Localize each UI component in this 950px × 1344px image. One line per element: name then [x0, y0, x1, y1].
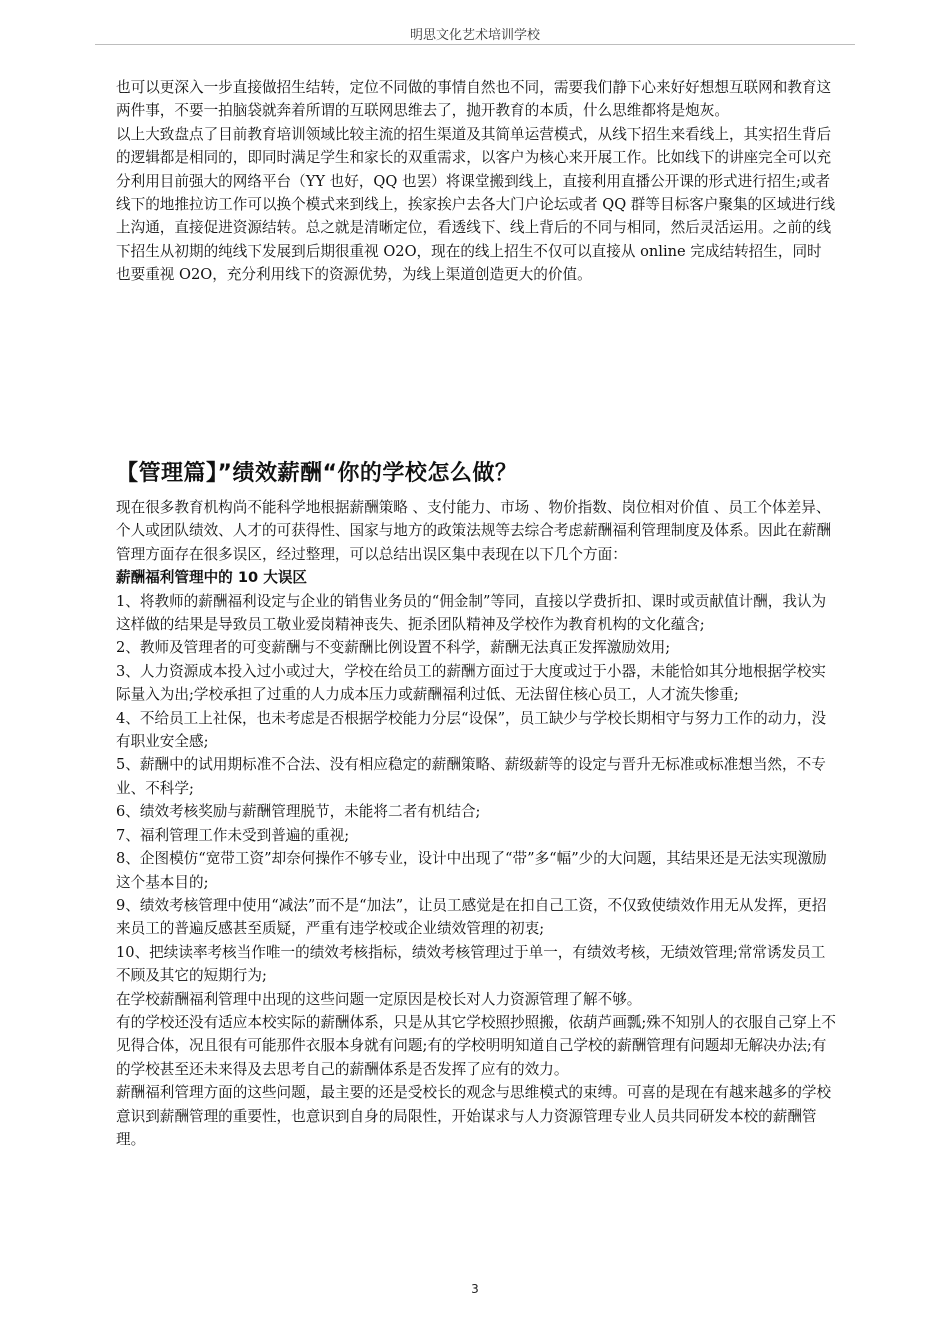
header-divider [95, 44, 855, 45]
page-header [0, 24, 950, 43]
list-item: 10、把续读率考核当作唯一的绩效考核指标，绩效考核管理过于单一，有绩效考核，无绩效管理;常常诱发员工不顾及其它的短期行为; [116, 943, 826, 985]
list-item: 4、不给员工上社保，也未考虑是否根据学校能力分层“设保”，员工缺少与学校长期相守与努力工作的动力，没有职业安全感; [116, 709, 827, 751]
intro-paragraph: 现在很多教育机构尚不能科学地根据薪酬策略 、支付能力、市场 、物价指数、岗位相对价值 、员工个体差异、个人或团队绩效、人才的可获得性、国家与地方的政策法规等去综合考虑薪酬福利管理制度及体系。因此在薪酬管理方面存在很多误区，经过整理，可以总结出误区集中表现在以下几个方面： [116, 499, 832, 563]
subheading: 薪酬福利管理中的 10 大误区 [116, 569, 308, 587]
paragraph: 也可以更深入一步直接做招生结转，定位不同做的事情自然也不同，需要我们静下心来好好想想互联网和教育这两件事，不要一拍脑袋就奔着所谓的互联网思维去了，抛开教育的本质，什么思维都将是炮灰。 [116, 79, 832, 120]
header-title: 明思文化艺术培训学校 [409, 28, 540, 43]
list-item: 6、绩效考核奖励与薪酬管理脱节，未能将二者有机结合; [116, 803, 481, 821]
closing-paragraph: 在学校薪酬福利管理中出现的这些问题一定原因是校长对人力资源管理了解不够。 [116, 990, 642, 1008]
page-number: 3 [471, 1282, 479, 1296]
list-item: 3、人力资源成本投入过小或过大，学校在给员工的薪酬方面过于大度或过于小器，未能恰如其分地根据学校实际量入为出;学校承担了过重的人力成本压力或薪酬福利过低、无法留住核心员工，人才流失惨重; [116, 662, 826, 704]
list-item: 9、绩效考核管理中使用“减法”而不是“加法”，让员工感觉是在扣自己工资，不仅致使绩效作用无从发挥，更招来员工的普遍反感甚至质疑，严重有违学校或企业绩效管理的初衷; [116, 896, 827, 938]
list-item: 2、教师及管理者的可变薪酬与不变薪酬比例设置不科学，薪酬无法真正发挥激励效用; [116, 639, 671, 657]
section-management [116, 496, 836, 1151]
list-item: 1、将教师的薪酬福利设定与企业的销售业务员的“佣金制”等同，直接以学费折扣、课时或贡献值计酬，我认为这样做的结果是导致员工敬业爱岗精神丧失、扼杀团队精神及学校作为教育机构的文化蕴含; [116, 592, 827, 634]
closing-paragraph: 薪酬福利管理方面的这些问题，最主要的还是受校长的观念与思维模式的束缚。可喜的是现在有越来越多的学校意识到薪酬管理的重要性，也意识到自身的局限性，开始谋求与人力资源管理专业人员共同研发本校的薪酬管理。 [116, 1084, 832, 1148]
list-item: 5、薪酬中的试用期标准不合法、没有相应稳定的薪酬策略、薪级薪等的设定与晋升无标准或标准想当然，不专业、不科学; [116, 756, 826, 797]
list-item: 7、福利管理工作未受到普遍的重视; [116, 826, 350, 844]
closing-paragraph: 有的学校还没有适应本校实际的薪酬体系，只是从其它学校照抄照搬，依葫芦画瓢;殊不知别人的衣服自己穿上不见得合体，况且很有可能那件衣服本身就有问题;有的学校明明知道自己学校的薪酬管理有问题却无解决办法;有的学校甚至还未来得及去思考自己的薪酬体系是否发挥了应有的效力。 [116, 1013, 837, 1078]
section-continuation [116, 76, 836, 287]
paragraph: 以上大致盘点了目前教育培训领域比较主流的招生渠道及其简单运营模式，从线下招生来看线上，其实招生背后的逻辑都是相同的，即同时满足学生和家长的双重需求，以客户为核心来开展工作。比如线下的讲座完全可以充分利用目前强大的网络平台（YY 也好，QQ 也罢）将课堂搬到线上，直接利用直播公开课的形式进行招生;或者线下的地推拉访工作可以换个模式来到线上，挨家挨户去各大门户论坛或者 QQ 群等目标客户聚集的区域进行线上沟通，直接促进资源结转。总之就是清晰定位，看透线下、线上背后的不同与相同，然后灵活运用。之前的线下招生从初期的纯线下发展到后期很重视 O2O，现在的线上招生不仅可以直接从 online 完成结转招生，同时也要重视 O2O，充分利用线下的资源优势，为线上渠道创造更大的价值。 [116, 125, 836, 284]
list-item: 8、企图模仿“宽带工资”却奈何操作不够专业，设计中出现了“带”多“幅”少的大问题，其结果还是无法实现激励这个基本目的; [116, 850, 827, 891]
section-heading: 【管理篇】”绩效薪酬“你的学校怎么做？ [116, 461, 518, 486]
